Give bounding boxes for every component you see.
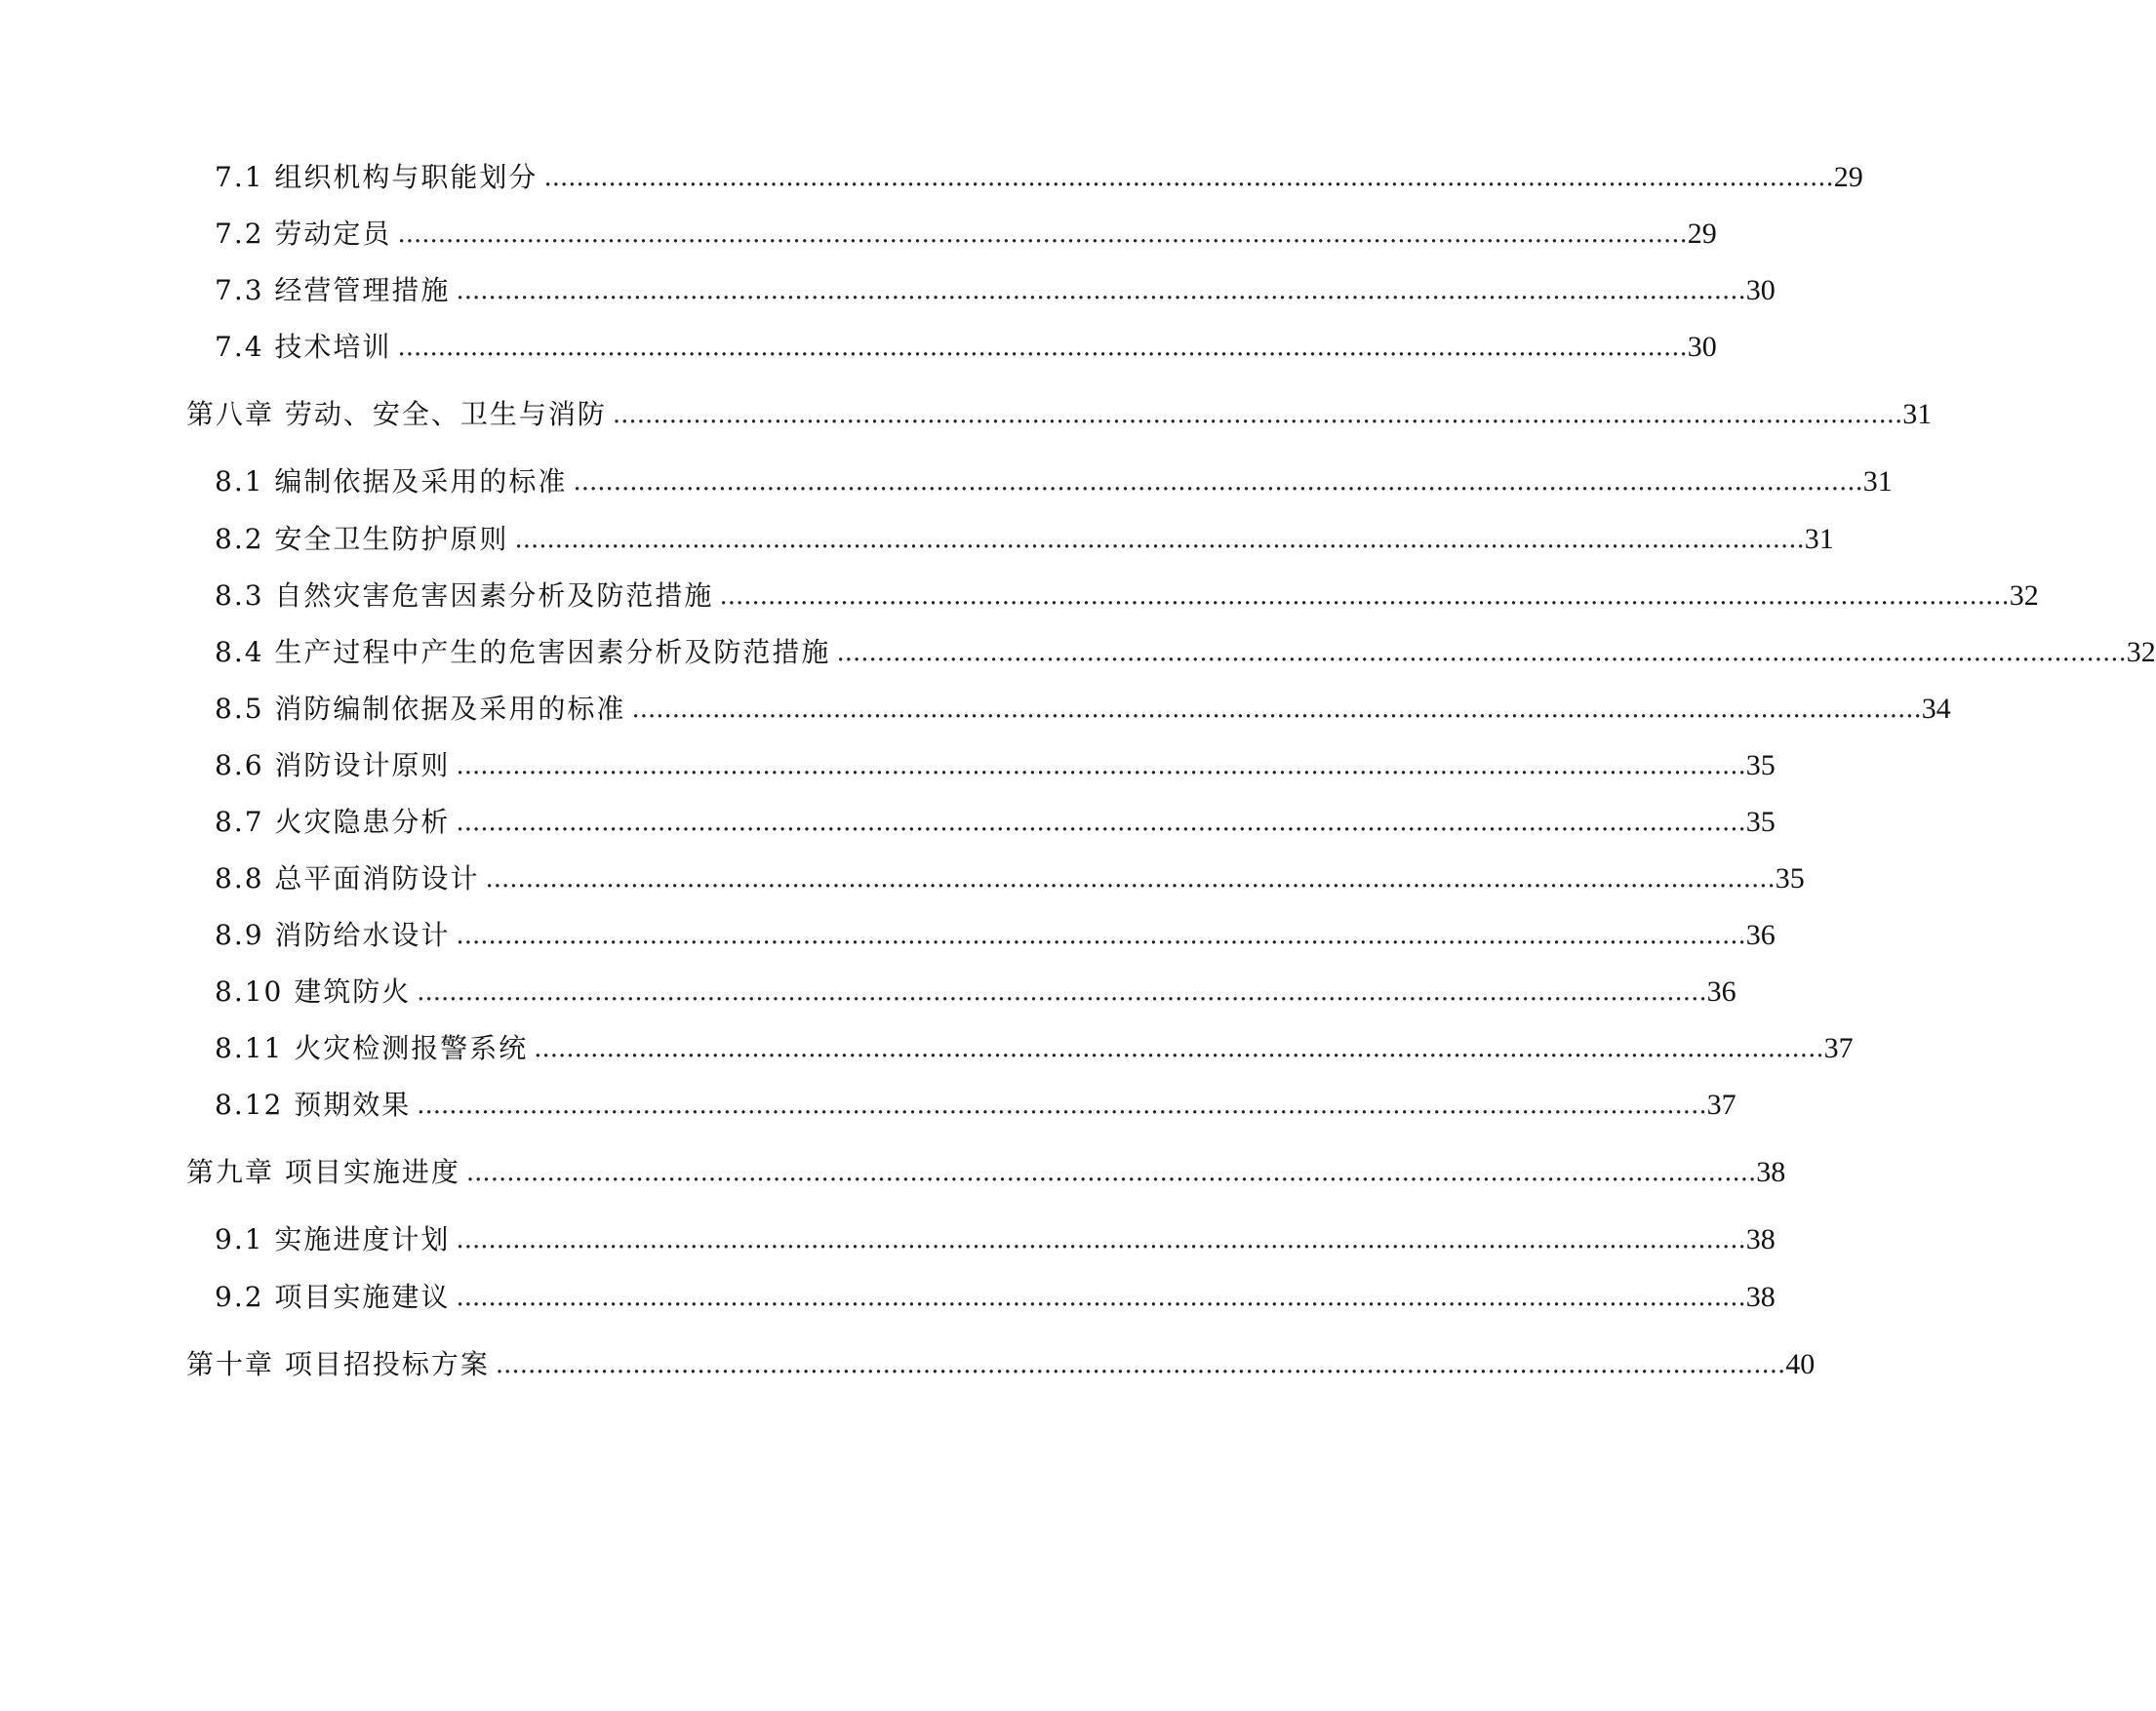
toc-entry-page: 36 [1745,919,1776,951]
toc-entry-page: 29 [1687,218,1717,250]
toc-entry-page: 31 [1902,398,1933,430]
toc-entry-page: 38 [1756,1156,1786,1188]
toc-entry-title: 8.11 火灾检测报警系统 [215,1032,529,1064]
toc-entry[interactable] [215,520,1834,559]
toc-entry-title: 7.2 劳动定员 [215,218,392,250]
toc-entry-title: 8.6 消防设计原则 [215,749,451,781]
toc-entry-title: 第十章 项目招投标方案 [186,1348,490,1380]
toc-entry[interactable] [215,746,1776,785]
dot-leader: ................................................................................................................................................................ [514,525,1805,554]
toc-entry-title: 8.10 建筑防火 [215,975,412,1008]
toc-entry-page: 32 [2126,636,2156,668]
toc-entry-page: 38 [1745,1281,1776,1313]
toc-entry-page: 35 [1745,749,1776,781]
toc-entry-title: 8.5 消防编制依据及采用的标准 [215,693,626,725]
toc-entry-page: 34 [1921,693,1951,725]
toc-entry[interactable] [215,1278,1776,1317]
toc-entry[interactable] [215,577,2039,616]
toc-entry-page: 30 [1745,274,1776,306]
toc-entry-title: 7.3 经营管理措施 [215,274,451,306]
dot-leader: ................................................................................................................................................................ [495,1350,1786,1379]
toc-entry-page: 40 [1785,1348,1816,1380]
dot-leader: ................................................................................................................................................................ [465,1158,1757,1187]
dot-leader: ................................................................................................................................................................ [456,276,1746,305]
toc-entry[interactable] [215,215,1717,254]
toc-entry-title: 9.2 项目实施建议 [215,1281,451,1313]
toc-entry-page: 35 [1775,862,1805,895]
toc-entry-title: 8.9 消防给水设计 [215,919,451,951]
toc-entry-page: 37 [1706,1089,1737,1121]
toc-entry-title: 7.1 组织机构与职能划分 [215,161,539,193]
toc-entry[interactable] [215,916,1776,955]
dot-leader: ................................................................................................................................................................ [543,163,1834,192]
dot-leader: ................................................................................................................................................................ [456,1283,1746,1312]
toc-entry-page: 31 [1862,465,1893,497]
toc-entry-title: 8.1 编制依据及采用的标准 [215,465,568,497]
toc-entry-page: 37 [1823,1032,1854,1064]
dot-leader: ................................................................................................................................................................ [534,1034,1824,1063]
dot-leader: ................................................................................................................................................................ [456,751,1746,780]
toc-entry-title: 8.7 火灾隐患分析 [215,806,451,838]
dot-leader: ................................................................................................................................................................ [719,581,2010,611]
toc-entry[interactable] [215,690,1951,729]
toc-entry-title: 8.2 安全卫生防护原则 [215,523,509,555]
toc-entry-title: 8.8 总平面消防设计 [215,862,480,895]
toc-chapter-entry[interactable] [186,395,1933,434]
dot-leader: ................................................................................................................................................................ [456,808,1746,837]
dot-leader: ................................................................................................................................................................ [456,1225,1746,1254]
toc-chapter-entry[interactable] [186,1153,1786,1192]
toc-entry-page: 35 [1745,806,1776,838]
toc-entry-title: 8.12 预期效果 [215,1089,412,1121]
dot-leader: ................................................................................................................................................................ [573,467,1863,497]
dot-leader: ................................................................................................................................................................ [417,977,1707,1007]
toc-entry-page: 30 [1687,331,1717,363]
toc-entry-title: 9.1 实施进度计划 [215,1223,451,1255]
toc-chapter-entry[interactable] [186,1345,1816,1384]
toc-entry[interactable] [215,1220,1776,1259]
toc-entry-title: 7.4 技术培训 [215,331,392,363]
dot-leader: ................................................................................................................................................................ [631,695,1922,724]
dot-leader: ................................................................................................................................................................ [485,864,1776,894]
toc-entry[interactable] [215,1029,1854,1068]
toc-entry-page: 29 [1833,161,1863,193]
toc-entry[interactable] [215,328,1717,367]
toc-entry-title: 第八章 劳动、安全、卫生与消防 [186,398,607,430]
toc-entry[interactable] [215,1086,1737,1125]
toc-entry[interactable] [215,859,1805,898]
toc-entry-page: 36 [1706,975,1737,1008]
dot-leader: ................................................................................................................................................................ [612,400,1903,429]
toc-entry[interactable] [215,973,1737,1012]
toc-entry[interactable] [215,462,1893,501]
toc-entry[interactable] [215,271,1776,310]
toc-entry-title: 8.4 生产过程中产生的危害因素分析及防范措施 [215,636,831,668]
toc-entry[interactable] [215,803,1776,842]
toc-entry-page: 38 [1745,1223,1776,1255]
dot-leader: ................................................................................................................................................................ [417,1091,1707,1120]
dot-leader: ................................................................................................................................................................ [397,333,1688,362]
toc-entry[interactable] [215,158,1863,197]
toc-entry-title: 第九章 项目实施进度 [186,1156,460,1188]
dot-leader: ................................................................................................................................................................ [456,921,1746,950]
toc-entry-page: 31 [1804,523,1834,555]
toc-entry-page: 32 [2009,579,2039,612]
dot-leader: ................................................................................................................................................................ [836,638,2127,667]
toc-entry[interactable] [215,633,2156,672]
dot-leader: ................................................................................................................................................................ [397,219,1688,249]
toc-entry-title: 8.3 自然灾害危害因素分析及防范措施 [215,579,714,612]
